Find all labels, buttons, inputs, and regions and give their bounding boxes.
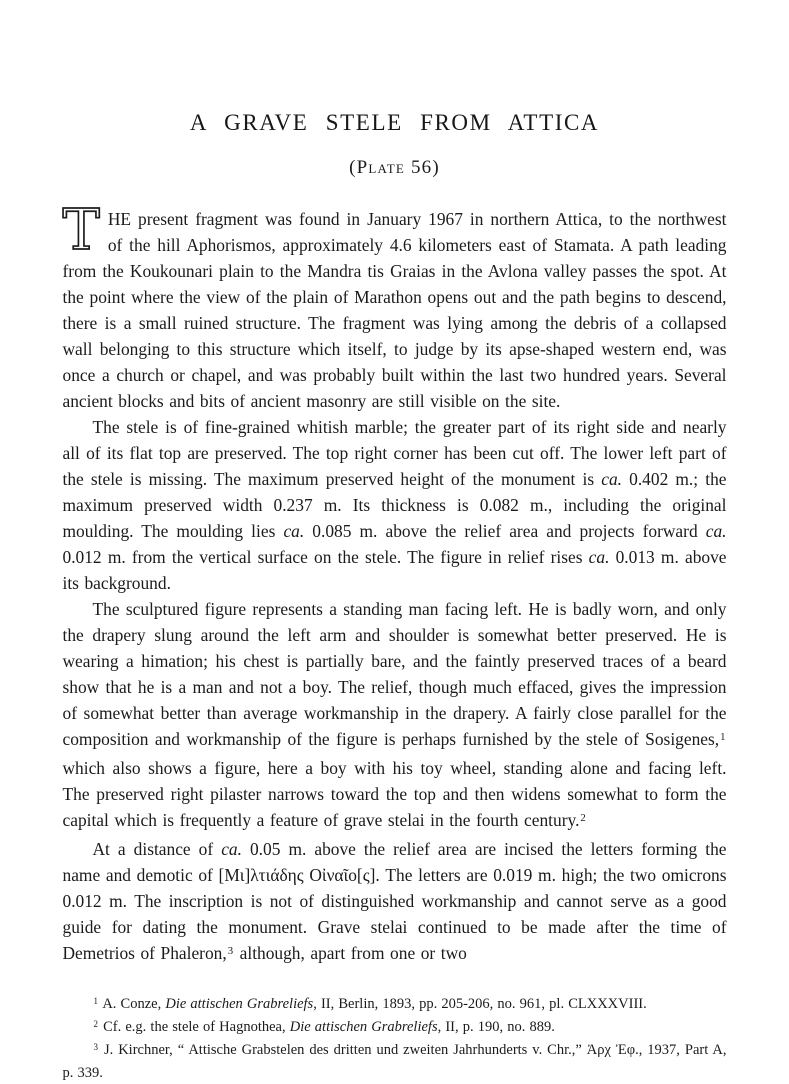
body-paragraph xyxy=(62,198,727,414)
text-run: which also shows a figure, here a boy with his toy wheel, standing alone and facing left. The preserved right pilaster narrows toward the top and then widens somewhat to form the capital which is frequently a feature of grave stelai in the fourth century. xyxy=(62,758,727,830)
text-run: The sculptured figure represents a standing man facing left. He is badly worn, and only the drapery slung around the left arm and shoulder is somewhat better preserved. He is wearing a himation; his chest is partially bare, and the faintly preserved traces of a beard show that he is a man and not a boy. The relief, though much effaced, gives the impression of somewhat better than average workmanship in the drapery. A fairly close parallel for the composition and workmanship of the figure is perhaps furnished by the stele of Sosigenes, xyxy=(62,599,727,749)
dropcap-initial: T xyxy=(62,198,100,263)
text-run: HE present fragment was found in January 1967 in northern Attica, to the northwest of the hill Aphorismos, approximately 4.6 kilometers east of Stamata. A path leading from the Koukounari plain to the Mandra tis Graias in the Avlona valley passes the spot. At the point where the view of the plain of Marathon opens out and the path begins to descend, there is a small ruined structure. The fragment was lying among the debris of a collapsed wall belonging to this structure which itself, to judge by its apse-shaped western end, was once a church or chapel, and was probably built within the last two hundred years. Several ancient blocks and bits of ancient masonry are still visible on the site. xyxy=(62,209,727,411)
text-run: Cf. e.g. the stele of Hagnothea, xyxy=(99,1019,290,1035)
text-run: ca. xyxy=(588,547,610,567)
text-run: Die attischen Grabreliefs xyxy=(289,1019,438,1035)
text-run: ca. xyxy=(283,521,305,541)
footnotes-block xyxy=(63,993,727,1084)
scanned-page xyxy=(63,0,727,1084)
text-run: 0.05 m. above the relief area are incised the letters forming the name and demotic of [Μι]λτιάδης Οἰναῖο[ς]. The letters are 0.019 m. high; the two omicrons 0.012 m. The inscription is not of distinguished workmanship and cannot serve as a good guide for dating the monument. Grave stelai continued to be made after the time of Demetrios of Phaleron, xyxy=(62,839,727,963)
plate-reference: (Plate 56) xyxy=(349,157,440,178)
text-run: 0.013 m. above its background. xyxy=(62,547,727,593)
text-run: The stele is of fine-grained whitish marble; the greater part of its right side and nearly all of its flat top are preserved. The top right corner has been cut off. The lower left part of the stele is missing. The maximum preserved height of the monument is xyxy=(62,417,727,489)
text-run: , II, Berlin, 1893, pp. 205-206, no. 961, pl. CLXXXVIII. xyxy=(313,996,647,1012)
text-run: A. Conze, xyxy=(99,996,166,1012)
text-run: ca. xyxy=(601,469,623,489)
footnote-entry xyxy=(63,1016,727,1039)
footnote-marker: 1 xyxy=(720,730,726,743)
article-body xyxy=(62,198,727,969)
body-paragraph xyxy=(63,596,727,836)
text-run: At a distance of xyxy=(92,839,222,859)
footnote-marker: 3 xyxy=(227,944,234,957)
text-run: Die attischen Grabreliefs xyxy=(165,996,314,1012)
text-run: , II, p. 190, no. 889. xyxy=(437,1019,555,1035)
article-title: A GRAVE STELE FROM ATTICA xyxy=(189,110,600,135)
footnote-marker: 2 xyxy=(580,811,586,824)
footnote-marker: 3 xyxy=(93,1041,98,1052)
footnote-marker: 1 xyxy=(93,995,98,1006)
text-run: J. Kirchner, “ Attische Grabstelen des dritten und zweiten Jahrhunderts v. Chr.,” Ἀρχ Ἐφ., 1937, Part A, p. 339. xyxy=(62,1042,727,1081)
body-paragraph xyxy=(63,836,727,969)
text-run: although, apart from one or two xyxy=(234,943,467,963)
text-run: ca. xyxy=(221,839,242,859)
text-run: ca. xyxy=(705,521,727,541)
footnote-entry xyxy=(63,1039,727,1084)
body-paragraph xyxy=(63,414,727,596)
footnote-marker: 2 xyxy=(93,1018,98,1029)
text-run: 0.402 m.; the maximum preserved width 0.237 m. Its thickness is 0.082 m., including the original moulding. The moulding lies xyxy=(62,469,727,541)
text-run: 0.085 m. above the relief area and projects forward xyxy=(304,521,706,541)
text-run: 0.012 m. from the vertical surface on the stele. The figure in relief rises xyxy=(62,547,589,567)
footnote-entry xyxy=(63,993,727,1016)
